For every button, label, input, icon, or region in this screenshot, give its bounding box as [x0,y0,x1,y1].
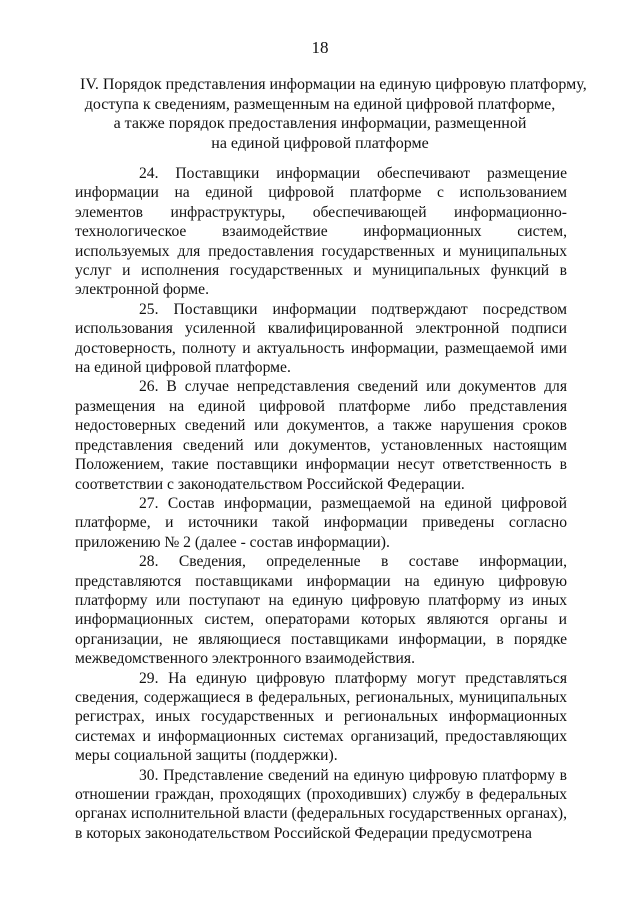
paragraph-27: 27. Состав информации, размещаемой на единой цифровой платформе, и источники такой информации приведены согласно приложению № 2 (далее - состав информации). [75,494,567,551]
paragraph-24: 24. Поставщики информации обеспечивают размещение информации на единой цифровой платформе с использованием элементов инфраструктуры, обеспечивающей информационно-технологическое взаимодействие информационных систем, используемых для предоставления государственных и муниципальных услуг и исполнения государственных и муниципальных функций в электронной форме. [75,165,567,299]
section-heading-line: доступа к сведениям, размещенным на единой цифровой платформе, [84,95,556,113]
section-heading-line: а также порядок предоставления информации, размещенной [113,115,527,132]
paragraph-25: 25. Поставщики информации подтверждают посредством использования усиленной квалифицированной электронной подписи достоверность, полноту и актуальность информации, размещаемой ими на единой цифровой платформе. [75,300,567,377]
paragraph-30: 30. Представление сведений на единую цифровую платформу в отношении граждан, проходящих (проходивших) службу в федеральных органах исполнительной власти (федеральных государственных органах), в которых законодательством Российской Федерации предусмотрена [75,766,567,842]
section-heading-line: на единой цифровой платформе [211,134,429,152]
paragraph-28: 28. Сведения, определенные в составе информации, представляются поставщиками информации на единую цифровую платформу или поступают на единую цифровую платформу из иных информационных систем, операторами которых являются органы и организации, не являющиеся поставщиками информации, в порядке межведомственного электронного взаимодействия. [75,553,567,668]
section-heading [80,75,587,153]
paragraph-29: 29. На единую цифровую платформу могут представляться сведения, содержащиеся в федеральных, региональных, муниципальных регистрах, иных государственных и региональных информационных системах и информационных системах организаций, предоставляющих меры социальной защиты (поддержки). [75,669,567,765]
document-body [75,164,567,843]
page-number: 18 [311,38,329,57]
section-heading-line: IV. Порядок представления информации на единую цифровую платформу, [80,76,587,93]
paragraph-26: 26. В случае непредставления сведений или документов для размещения на единой цифровой платформе либо представления недостоверных сведений или документов, а также нарушения сроков представления сведений или документов, установленных настоящим Положением, такие поставщики информации несут ответственность в соответствии с законодательством Российской Федерации. [75,378,567,493]
